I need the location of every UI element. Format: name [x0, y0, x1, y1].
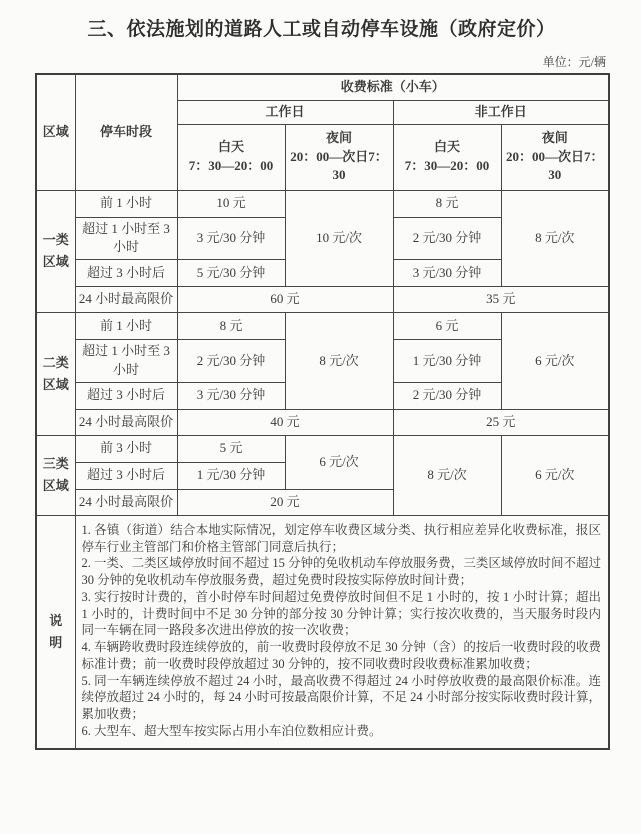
header-nonworkday-day — [393, 124, 501, 190]
unit-label: 单位：元/辆 — [542, 55, 606, 69]
zone1-workday-day-fee-after-3-hours: 5 元/30 分钟 — [177, 260, 285, 287]
zone1-workday-day-fee-first-hour: 10 元 — [177, 190, 285, 217]
notes-label-text: 说明 — [49, 612, 63, 650]
header-period: 停车时段 — [75, 74, 177, 190]
notes-label — [36, 515, 75, 748]
zone3-workday-day-fee-first-3-hours: 5 元 — [177, 435, 285, 462]
zone2-nonworkday-day-fee-after-3-hours: 2 元/30 分钟 — [393, 382, 501, 409]
zone2-period-1-to-3-hours: 超过 1 小时至 3 小时 — [75, 340, 177, 383]
night-label: 夜间 — [541, 129, 568, 145]
zone1-nonworkday-cap-fee: 35 元 — [393, 287, 609, 313]
day-label: 白天 — [217, 139, 244, 155]
zone1-name: 一类区域 — [36, 190, 75, 313]
page-title: 三、依法施划的道路人工或自动停车设施（政府定价） — [87, 19, 556, 40]
zone3-period-after-3-hours: 超过 3 小时后 — [75, 462, 177, 489]
zone2-workday-day-fee-1-to-3-hours: 2 元/30 分钟 — [177, 340, 285, 383]
zone2-workday-cap-fee: 40 元 — [177, 409, 393, 435]
note-item-4: 4. 车辆跨收费时段连续停放的，前一收费时段停放不足 30 分钟（含）的按后一收费时段的收费标准计费；前一收费时段停放超过 30 分钟的，按不同收费时段收费标准累加收费； — [81, 640, 602, 671]
zone3-name: 三类区域 — [36, 435, 75, 515]
zone1-nonworkday-day-fee-1-to-3-hours: 2 元/30 分钟 — [393, 217, 501, 260]
zone2-period-first-hour: 前 1 小时 — [75, 313, 177, 340]
zone1-period-1-to-3-hours: 超过 1 小时至 3 小时 — [75, 217, 177, 260]
night-hours: 20：00—次日7：30 — [506, 148, 604, 183]
zone1-period-after-3-hours: 超过 3 小时后 — [75, 260, 177, 287]
zone2-nonworkday-night-fee: 6 元/次 — [501, 313, 609, 410]
zone1-workday-day-fee-1-to-3-hours: 3 元/30 分钟 — [177, 217, 285, 260]
note-item-1: 1. 各镇（街道）结合本地实际情况，划定停车收费区域分类、执行相应差异化收费标准，报区停车行业主管部门和价格主管部门同意后执行； — [81, 522, 602, 554]
header-nonworkday: 非工作日 — [393, 100, 609, 124]
note-item-6: 6. 大型车、超大型车按实际占用小车泊位数相应计费。 — [81, 723, 382, 738]
header-region: 区域 — [36, 74, 75, 190]
zone3-nonworkday-night-fee: 6 元/次 — [501, 435, 609, 515]
zone1-workday-cap-fee: 60 元 — [177, 287, 393, 313]
zone3-nonworkday-day-fee: 8 元/次 — [393, 435, 501, 515]
zone2-name: 二类区域 — [36, 313, 75, 436]
zone3-period-24h-cap: 24 小时最高限价 — [75, 489, 177, 515]
header-nonworkday-night — [501, 124, 609, 190]
zone1-workday-night-fee: 10 元/次 — [285, 190, 393, 287]
note-item-2: 2. 一类、二类区域停放时间不超过 15 分钟的免收机动车停放服务费，三类区域停放时间不超过 30 分钟的免收机动车停放服务费，超过免费时段按实际停放时间计费； — [81, 556, 602, 588]
zone2-workday-day-fee-after-3-hours: 3 元/30 分钟 — [177, 382, 285, 409]
zone3-workday-day-fee-after-3-hours: 1 元/30 分钟 — [177, 462, 285, 489]
notes-content — [75, 515, 609, 748]
zone3-workday-night-fee: 6 元/次 — [285, 435, 393, 489]
header-workday-night — [285, 124, 393, 190]
zone2-nonworkday-day-fee-first-hour: 6 元 — [393, 313, 501, 340]
zone2-period-after-3-hours: 超过 3 小时后 — [75, 382, 177, 409]
parking-fee-table — [35, 73, 610, 750]
header-workday: 工作日 — [177, 100, 393, 124]
day-hours: 7：30—20：00 — [404, 158, 490, 173]
night-label: 夜间 — [325, 129, 352, 145]
zone1-period-first-hour: 前 1 小时 — [75, 190, 177, 217]
header-fee-standard: 收费标准（小车） — [177, 74, 609, 100]
zone3-workday-cap-fee: 20 元 — [177, 489, 393, 515]
header-workday-day — [177, 124, 285, 190]
zone2-nonworkday-day-fee-1-to-3-hours: 1 元/30 分钟 — [393, 340, 501, 383]
zone2-workday-night-fee: 8 元/次 — [285, 313, 393, 410]
note-item-3: 3. 实行按时计费的，首小时停车时间超过免费停放时间但不足 1 小时的，按 1 小时计算；超出 1 小时的，计费时间中不足 30 分钟的部分按 30 分钟计算；实行按次收费的，当天服务时段内同一车辆在同一路段多次进出停放的按一次收费； — [81, 589, 602, 638]
zone2-nonworkday-cap-fee: 25 元 — [393, 409, 609, 435]
zone1-nonworkday-day-fee-after-3-hours: 3 元/30 分钟 — [393, 260, 501, 287]
zone1-period-24h-cap: 24 小时最高限价 — [75, 287, 177, 313]
zone2-period-24h-cap: 24 小时最高限价 — [75, 409, 177, 435]
zone1-nonworkday-day-fee-first-hour: 8 元 — [393, 190, 501, 217]
night-hours: 20：00—次日7：30 — [290, 148, 388, 183]
note-item-5: 5. 同一车辆连续停放不超过 24 小时，最高收费不得超过 24 小时停放收费的最高限价标准。连续停放超过 24 小时的，每 24 小时可按最高限价计算，不足 24 小时部分按实际收费时段计算，累加收费； — [81, 673, 602, 722]
day-label: 白天 — [433, 139, 460, 155]
day-hours: 7：30—20：00 — [188, 158, 274, 173]
zone3-period-first-3-hours: 前 3 小时 — [75, 435, 177, 462]
zone1-nonworkday-night-fee: 8 元/次 — [501, 190, 609, 287]
zone2-workday-day-fee-first-hour: 8 元 — [177, 313, 285, 340]
